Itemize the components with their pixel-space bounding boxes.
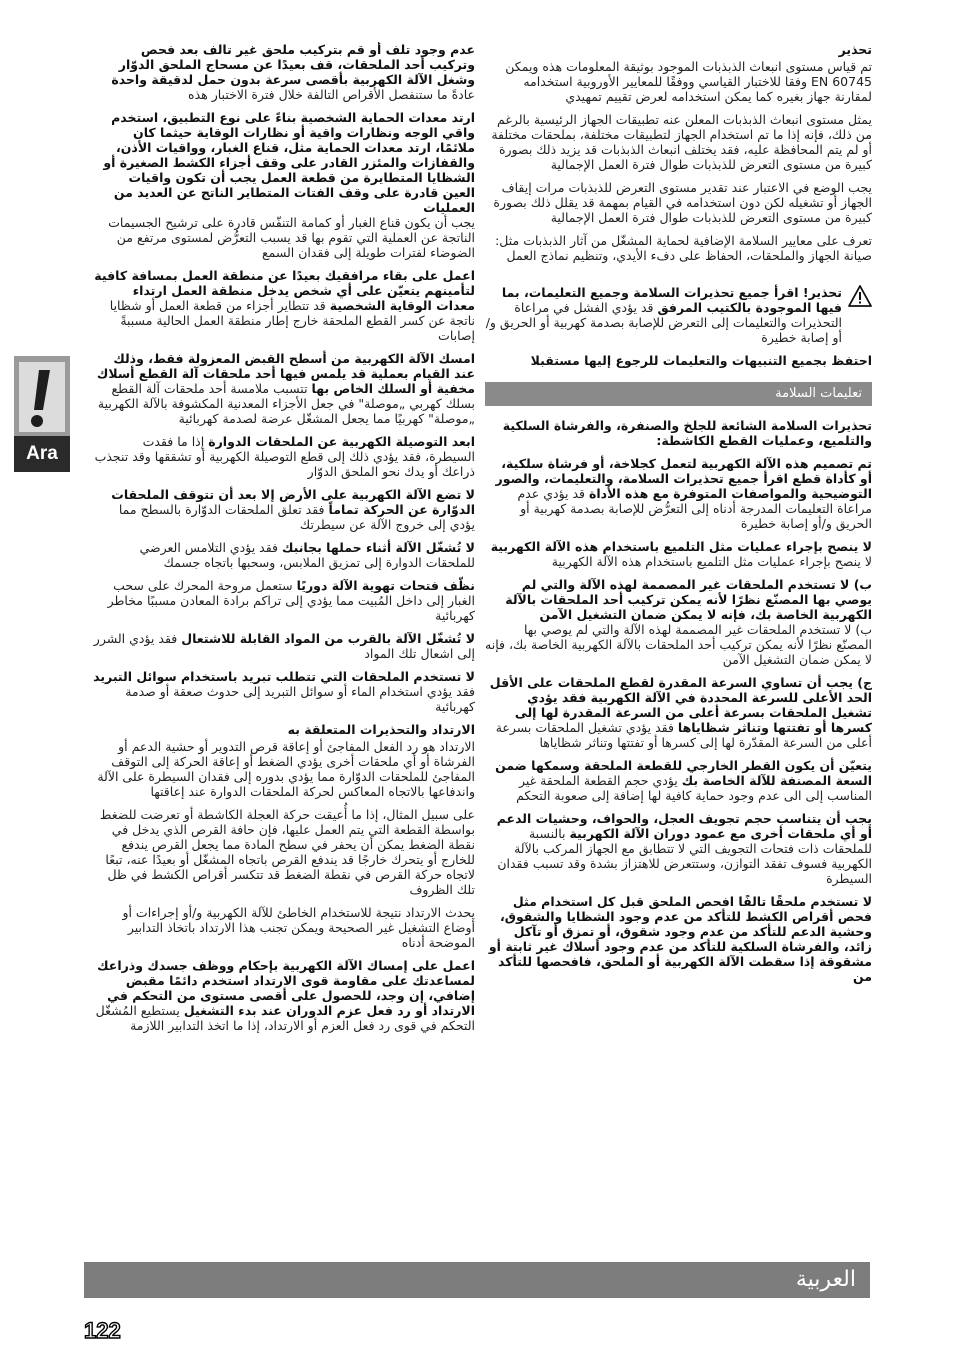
left-item-1-text: عادةً ما ستنفصل الأقراص التالفة خلال فترة الاختبار هذه [188, 87, 475, 102]
safety-item-8-bold: لا تستخدم ملحقًا تالفًا افحص الملحق قبل كل استخدام مثل فحص أقراص الكشط للتأكد من عدم وجود الشظايا والشقوق، وحشية الدعم للتأكد من عدم وجود شقوق، أو تمزق أو تآكل زائد، والفرشاة السلكية للتأكد من عدم وجود أسلاك غير ثابتة أو مشقوقة إذا سقطت الآلة الكهربية أو الملحق، فافحصها للتأكد من [488, 894, 872, 984]
left-item-14-text: يستطيع المُشغّل التحكم في قوى رد فعل العزم أو الارتداد، إذا ما اتخذ التدابير اللازمة [95, 1003, 475, 1033]
safety-item-5-bold: ج) يجب أن تساوي السرعة المقدرة لقطع الملحقات على الأقل الحد الأعلى للسرعة المحددة في الآلة الكهربية فقد يؤدي تشغيل الملحقات بسرعة أعلى من السرعة المقدرة لها إلى كسرها أو تفتتها وتناثر شظاياها [489, 675, 872, 735]
kickback-paragraph-2: على سبيل المثال، إذا ما أُعيقت حركة العجلة الكاشطة أو تعرضت للضغط بواسطة القطعة التي يتم العمل عليها، فإن حافة القرص الذي يدخل في نقطة الضغط يمكن أن يحفر في سطح المادة مما يجعل القرص يندفع للخارج أو يتحرك خارجًا قد يندفع القرص باتجاه المشغّل أو بعيدًا عنه، تبعًا لاتجاه حركة القرص في نقطة الضغط قد تتكسر أقراص الكشط في ظل تلك الظروف [99, 807, 475, 897]
safety-item-2-bold: تم تصميم هذه الآلة الكهربية لتعمل كجلاخة، أو فرشاة سلكية، أو كأداة قطع اقرأ جميع تحذيرات السلامة، والتعليمات، والصور التوضيحية والمواصفات المتوفرة مع هذه الأداة [495, 456, 872, 501]
left-item-8-text: ستعمل مروحة المحرك على سحب الغبار إلى داخل المُبيت مما يؤدي إلى تراكم برادة المعادن مسببًا مخاطر كهربائية [107, 578, 475, 623]
left-column [93, 42, 475, 1212]
left-item-2-text: يجب أن يكون قناع الغبار أو كمامة التنفّس قادرة على ترشيح الجسيمات الناتجة عن العملية التي تقوم بها قد يسبب التعرُّض لمستوى مرتفع من الضوضاء لفترات طويلة إلى فقدان السمع [108, 215, 475, 260]
safety-item-4-bold: ب) لا تستخدم الملحقات غير المصممة لهذه الآلة والتي لم يوصي بها المصنّع نظرًا لأنه يمكن تركيب أحد الملحقات بالآلة الكهربية الخاصة بك، فإنه لا يمكن ضمان التشغيل الآمن [505, 577, 872, 622]
left-item-10-bold: لا تستخدم الملحقات التي تتطلب تبريد باستخدام سوائل التبريد [93, 669, 475, 684]
vibration-paragraph-1: تم قياس مستوى انبعاث الذبذبات الموجود بوثيقة المعلومات هذه ويمكن EN 60745 وفقا للاختبار القياسي ووفقًا للمعايير الأوروبية استخدامه لمقارنة جهاز بغيره كما يمكن استخدامه لعرض تقييم تمهيدي [505, 59, 872, 104]
safety-item-6-bold: يتعيّن أن يكون القطر الخارجي للقطعة الملحقة وسمكها ضمن السعة المصنفة للآلة الخاصة بك [495, 758, 872, 788]
vibration-paragraph-3: يجب الوضع في الاعتبار عند تقدير مستوى التعرض للذبذبات مرات إيقاف الجهاز أو تشغيله لكن دون استخدامه في القيام بمهمة قد يقلل ذلك بصورة كبيرة من مستوى التعرض للذبذبات طوال فترة العمل الإجمالية [493, 180, 872, 225]
safety-item-3-text: لا ينصح بإجراء عمليات مثل التلميع باستخدام هذه الآلة الكهربية [551, 554, 872, 569]
language-footer-bar: العربية [84, 1262, 870, 1298]
exclamation-icon [19, 362, 65, 432]
right-column [485, 42, 872, 1212]
kickback-paragraph-3: يحدث الارتداد نتيجة للاستخدام الخاطئ للآلة الكهربية و/أو إجراءات أو أوضاع التشغيل غير الصحيحة ويمكن تجنب هذا الارتداد باتخاذ التدابير الموضحة أدناه [122, 905, 475, 950]
safety-item-2-text: قد يؤدي عدم مراعاة التعليمات المدرجة أدناه إلى التعرُّض للإصابة بصدمة كهربية أو الحريق و/أو إصابة خطيرة [517, 486, 872, 531]
keep-instructions-note: احتفظ بجميع التنبيهات والتعليمات للرجوع إليها مستقبلا [530, 353, 872, 368]
read-warning-bold: تحذير! اقرأ جميع تحذيرات السلامة وجميع التعليمات، بما فيها الموجودة بالكتيب المرفق [501, 285, 842, 315]
safety-item-6-text: يؤدي حجم القطعة الملحقة غير المناسب إلى الى عدم وجود حماية كافية لها إضافة إلى صعوبة التحكم [516, 773, 872, 803]
vibration-paragraph-4: تعرف على معايير السلامة الإضافية لحماية المشغّل من آثار الذبذبات مثل: صيانة الجهاز والملحقات، الحفاظ على دفء الأيدي، وتنظيم نماذج العمل [495, 233, 872, 263]
safety-item-7-bold: يجب أن يتناسب حجم تجويف العجل، والحواف، وحشيات الدعم أو أي ملحقات أخرى مع عمود دوران الآلة الكهربية [496, 811, 872, 841]
safety-item-7-text: بالنسبة للملحقات ذات فتحات التجويف التي لا تتطابق مع الجهاز المركب بالآلة الكهربية فسوف تفقد التوازن، وستتعرض للاهتزاز بشدة وقد تسبب فقدان السيطرة [497, 826, 872, 886]
vibration-paragraph-2: يمثل مستوى انبعاث الذبذبات المعلن عنه تطبيقات الجهاز الرئيسية بالرغم من ذلك، فإنه إذا ما تم استخدام الجهاز لتطبيقات مختلفة، بملحقات مختلفة أو لم يتم المحافظة عليه، فقد يختلف انبعاث الذبذبات قد يزيد ذلك بصورة كبيرة من مستوى التعرض للذبذبات طوال فترة العمل الإجمالية [491, 112, 872, 172]
kickback-heading: الارتداد والتحذيرات المتعلقة به [287, 722, 475, 737]
left-item-6-text: فقد تعلق الملحقات الدوّارة بالسطح مما يؤدي إلى خروج الآلة عن سيطرتك [118, 502, 475, 532]
left-item-5-text: إذا ما فقدت السيطرة، فقد يؤدي ذلك إلى قطع التوصيلة الكهربية أو تشققها وقد تنجذب ذراعك أو يدك نحو الملحق الدوّار [94, 434, 475, 479]
vibration-warning-title: تحذير [838, 42, 872, 57]
left-item-4-text: تتسبب ملامسة أحد ملحقات آلة القطع بسلك كهربي „موصلة" في جعل الأجزاء المعدنية المكشوفة بالآلة الكهربية „موصلة" كهربيًا مما يجعل المشغّل عرضة لصدمة كهربائية [97, 381, 475, 426]
safety-item-5-text: فقد يؤدي تشغيل الملحقات بسرعة أعلى من السرعة المقدّرة لها إلى كسرها أو تفتتها وتناثر شظاياها [495, 720, 872, 750]
left-item-3-bold: اعمل على بقاء مرافقيك بعيدًا عن منطقة العمل بمسافة كافية لتأمينهم يتعيّن على أي شخص يدخل منطقة العمل ارتداء معدات الوقاية الشخصية [94, 268, 475, 313]
safety-item-1-bold: تحذيرات السلامة الشائعة للجلخ والصنفرة، والفرشاة السلكية والتلميع، وعمليات القطع الكاشطة: [502, 418, 872, 448]
left-item-10-text: فقد يؤدي استخدام الماء أو سوائل التبريد إلى حدوث صعقة أو صدمة كهربائية [125, 684, 475, 714]
left-item-14-bold: اعمل على إمساك الآلة الكهربية بإحكام ووظف جسدك وذراعك لمساعدتك على مقاومة قوى الارتداد استخدم دائمًا مقبض إضافي، إن وجد، للحصول على أقصى مستوى من التحكم في الارتداد أو رد فعل عزم الدوران عند بدء التشغيل [97, 958, 475, 1018]
left-item-1-bold: عدم وجود تلف أو قم بتركيب ملحق غير تالف بعد فحص وتركيب أحد الملحقات، قف بعيدًا عن مسحاج الملحق الدوّار وشغل الآلة الكهربية بأقصى سرعة بدون حمل لدقيقة واحدة [111, 42, 475, 87]
language-side-tab [14, 356, 70, 472]
left-item-3-text: قد تتطاير أجزاء من قطعة العمل أو شظايا ناتجة عن كسر القطع الملحقة خارج إطار منطقة العمل الحالية مسببةً إصابات [109, 298, 475, 343]
left-item-9-text: فقد يؤدي الشرر إلى اشعال تلك المواد [93, 631, 475, 661]
safety-instructions-header: تعليمات السلامة [485, 382, 872, 406]
warning-triangle-icon [848, 285, 872, 307]
left-item-4-bold: امسك الآلة الكهربية من أسطح القبض المعزولة فقط، وذلك عند القيام بعملية قد يلمس فيها أحد ملحقات آلة القطع أسلاك مخفية أو السلك الخاص بها [96, 351, 475, 396]
left-item-7-bold: لا تُشغّل الآلة أثناء حملها بجانبك [282, 540, 475, 555]
left-item-2-bold: ارتد معدات الحماية الشخصية بناءً على نوع التطبيق، استخدم واقي الوجه ونظارات واقية أو نظارات الوقاية حيثما كان ملائمًا، ارتد معدات الحماية مثل، قناع الغبار، وواقيات الأذن، والقفازات والمئزر القادر على وقف أجزاء الكشط الصغيرة أو الشظايا المتطايرة من قطعة العمل يجب أن تكون واقيات العين قادرة على وقف الفتات المتطاير الناتج عن العديد من العمليات [103, 110, 475, 215]
safety-item-4-text: ب) لا تستخدم الملحقات غير المصممة لهذه الآلة والتي لم يوصي بها المصنّع نظرًا لأنه يمكن تركيب أحد الملحقات بالآلة الكهربية الخاصة بك، فإنه لا يمكن ضمان التشغيل الآمن [485, 622, 872, 667]
read-instructions-warning [485, 285, 872, 353]
page-number: 122 [84, 1318, 121, 1343]
left-item-5-bold: ابعد التوصيلة الكهربية عن الملحقات الدوارة [208, 434, 475, 449]
left-item-8-bold: نظّف فتحات تهوية الآلة دوريًا [296, 578, 475, 593]
left-item-9-bold: لا تُشغّل الآلة بالقرب من المواد القابلة للاشتعال [181, 631, 475, 646]
safety-item-3-bold: لا ينصح بإجراء عمليات مثل التلميع باستخدام هذه الآلة الكهربية [490, 539, 872, 554]
language-label: Ara [14, 436, 70, 472]
kickback-paragraph-1: الارتداد هو رد الفعل المفاجئ أو إعاقة قرص التدوير أو حشية الدعم أو الفرشاة أو أي ملحقات أخرى يؤدي الضغط أو إعاقة الحركة إلى التوقف المفاجئ للملحقات الدوّارة مما يؤدي بدوره إلى فقدان السيطرة على الآلة واندفاعها بالاتجاه المعاكس لحركة الملحقات الدوارة عند إعاقتها [97, 739, 475, 799]
left-item-6-bold: لا تضع الآلة الكهربية على الأرض إلا بعد أن تتوقف الملحقات الدوّارة عن الحركة تماماً [111, 487, 475, 517]
read-warning-text: قد يؤدي الفشل في مراعاة التحذيرات والتعليمات إلى التعرض للإصابة بصدمة كهربية أو الحريق و/أو إصابة خطيرة [485, 300, 842, 345]
left-item-7-text: فقد يؤدي التلامس العرضي للملحقات الدوارة إلى تمزيق الملابس، وسحبها باتجاه جسمك [139, 540, 475, 570]
